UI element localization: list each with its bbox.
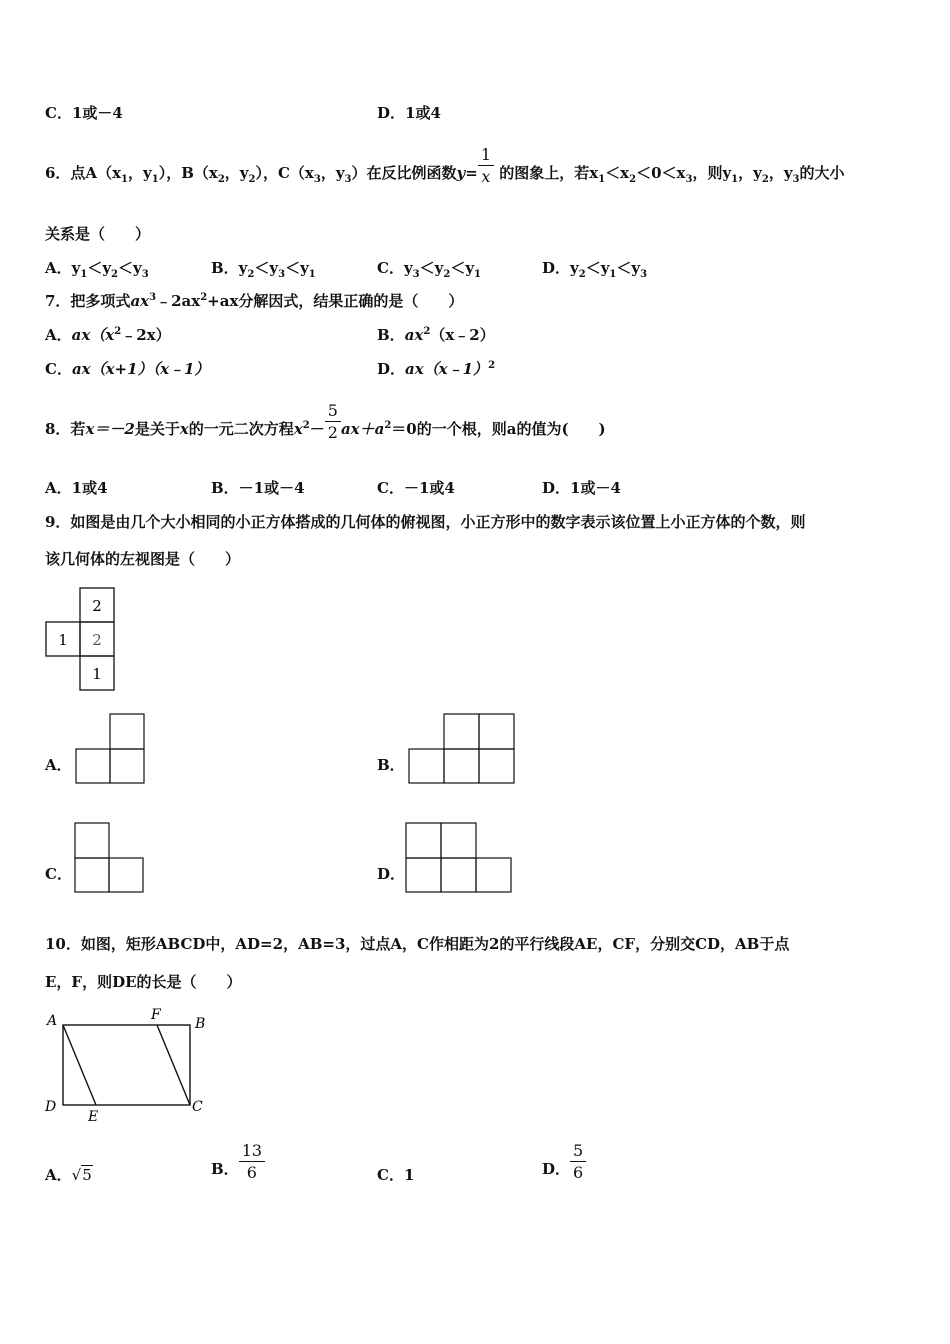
q7-option-a: A．$ax(x^2﹣2x)$ xyxy=(45,326,171,344)
q7-option-c: C．ax（x+1）（x﹣1） xyxy=(45,360,210,378)
q5-option-c: C．1或－4 xyxy=(45,104,123,122)
q10-segment-cf xyxy=(157,1025,190,1105)
q10-option-b: B． $\frac{13}{6}$ xyxy=(211,1138,265,1200)
q8-stem: 8．若x＝－2是关于x的一元二次方程$x^2-$ $\frac{5}{2}$ $ax+a^2=0$的一个根，则a的值为( ) xyxy=(45,400,606,442)
q7-option-d: D．ax（x﹣1）$^2$ xyxy=(377,360,496,378)
q9-option-d-figure xyxy=(404,821,514,895)
q9-count-mid: 2 xyxy=(92,631,102,649)
q9-option-c-figure xyxy=(73,821,147,895)
q9-top-view-figure xyxy=(40,583,122,695)
q10-option-d: D． $\frac{5}{6}$ xyxy=(542,1138,586,1200)
q10-label-f: F xyxy=(151,1007,161,1023)
q6-option-b: B．$y_2<y_3<y_1$ xyxy=(211,259,316,280)
q10-option-b-fraction: $\frac{13}{6}$ xyxy=(239,1141,265,1184)
q9-option-b-figure xyxy=(407,712,517,786)
q9-stem-line1: 9．如图是由几个大小相同的小正方体搭成的几何体的俯视图，小正方形中的数字表示该位置上小正方体的个数，则 xyxy=(45,513,806,531)
q10-sqrt: √5 xyxy=(71,1166,92,1184)
q8-option-c: C．－1或4 xyxy=(377,479,455,497)
q10-option-a: A．√5 xyxy=(45,1166,92,1184)
q8-option-d: D．1或－4 xyxy=(542,479,621,497)
q9-option-c-label: C． xyxy=(45,865,72,883)
q10-label-d: D xyxy=(45,1099,57,1115)
q10-label-b: B xyxy=(195,1016,206,1032)
q5-option-d: D．1或4 xyxy=(377,104,441,122)
q6-stem-line2: 关系是（ ） xyxy=(45,225,151,243)
q9-option-a-figure xyxy=(74,712,148,786)
q9-option-a-label: A． xyxy=(45,756,72,774)
q10-option-d-fraction: $\frac{5}{6}$ xyxy=(570,1141,586,1184)
q7-stem: 7．把多项式$ax^3﹣2ax^2+ax$分解因式，结果正确的是（ ） xyxy=(45,292,464,310)
q9-count-top: 2 xyxy=(92,597,102,615)
q10-label-e: E xyxy=(88,1109,99,1125)
q10-stem-line1: 10．如图，矩形ABCD中，AD=2，AB=3，过点A，C作相距为2的平行线段AE，CF，分别交CD，AB于点 xyxy=(45,935,790,953)
q10-label-c: C xyxy=(192,1099,203,1115)
q9-count-left: 1 xyxy=(58,631,68,649)
q10-label-a: A xyxy=(47,1013,58,1029)
q6-fraction: $\frac{1}{x}$ xyxy=(478,145,494,188)
q6-option-d: D．$y_2<y_1<y_3$ xyxy=(542,259,648,280)
q9-option-b-label: B． xyxy=(377,756,405,774)
q6-option-a: A．$y_1<y_2<y_3$ xyxy=(45,259,149,280)
q8-option-a: A．1或4 xyxy=(45,479,108,497)
q9-count-bottom: 1 xyxy=(92,665,102,683)
q10-stem-line2: E，F，则DE的长是（ ） xyxy=(45,973,242,991)
q9-stem-line2: 该几何体的左视图是（ ） xyxy=(45,550,241,568)
q6-stem: 6．点$A(x_1$，$y_1$），$B(x_2$，$y_2$），$C(x_3$，$y_3$）在反比例函数y= $\frac{1}{x}$ 的图象上，若$x_1<x_2<0<x_3$，则$y_1$，$y_2$，$y_3$的大小 xyxy=(45,144,845,186)
q10-option-c: C．1 xyxy=(377,1166,415,1184)
q10-rectangle-abcd xyxy=(63,1025,190,1105)
q10-segment-ae xyxy=(63,1025,96,1105)
q10-rectangle-figure xyxy=(40,1003,215,1125)
q8-option-b: B．－1或－4 xyxy=(211,479,305,497)
q8-fraction: $\frac{5}{2}$ xyxy=(325,401,341,444)
q7-option-b: B．$ax^2(x﹣2)$ xyxy=(377,326,495,344)
q9-option-d-label: D． xyxy=(377,865,406,883)
q6-option-c: C．$y_3<y_2<y_1$ xyxy=(377,259,481,280)
